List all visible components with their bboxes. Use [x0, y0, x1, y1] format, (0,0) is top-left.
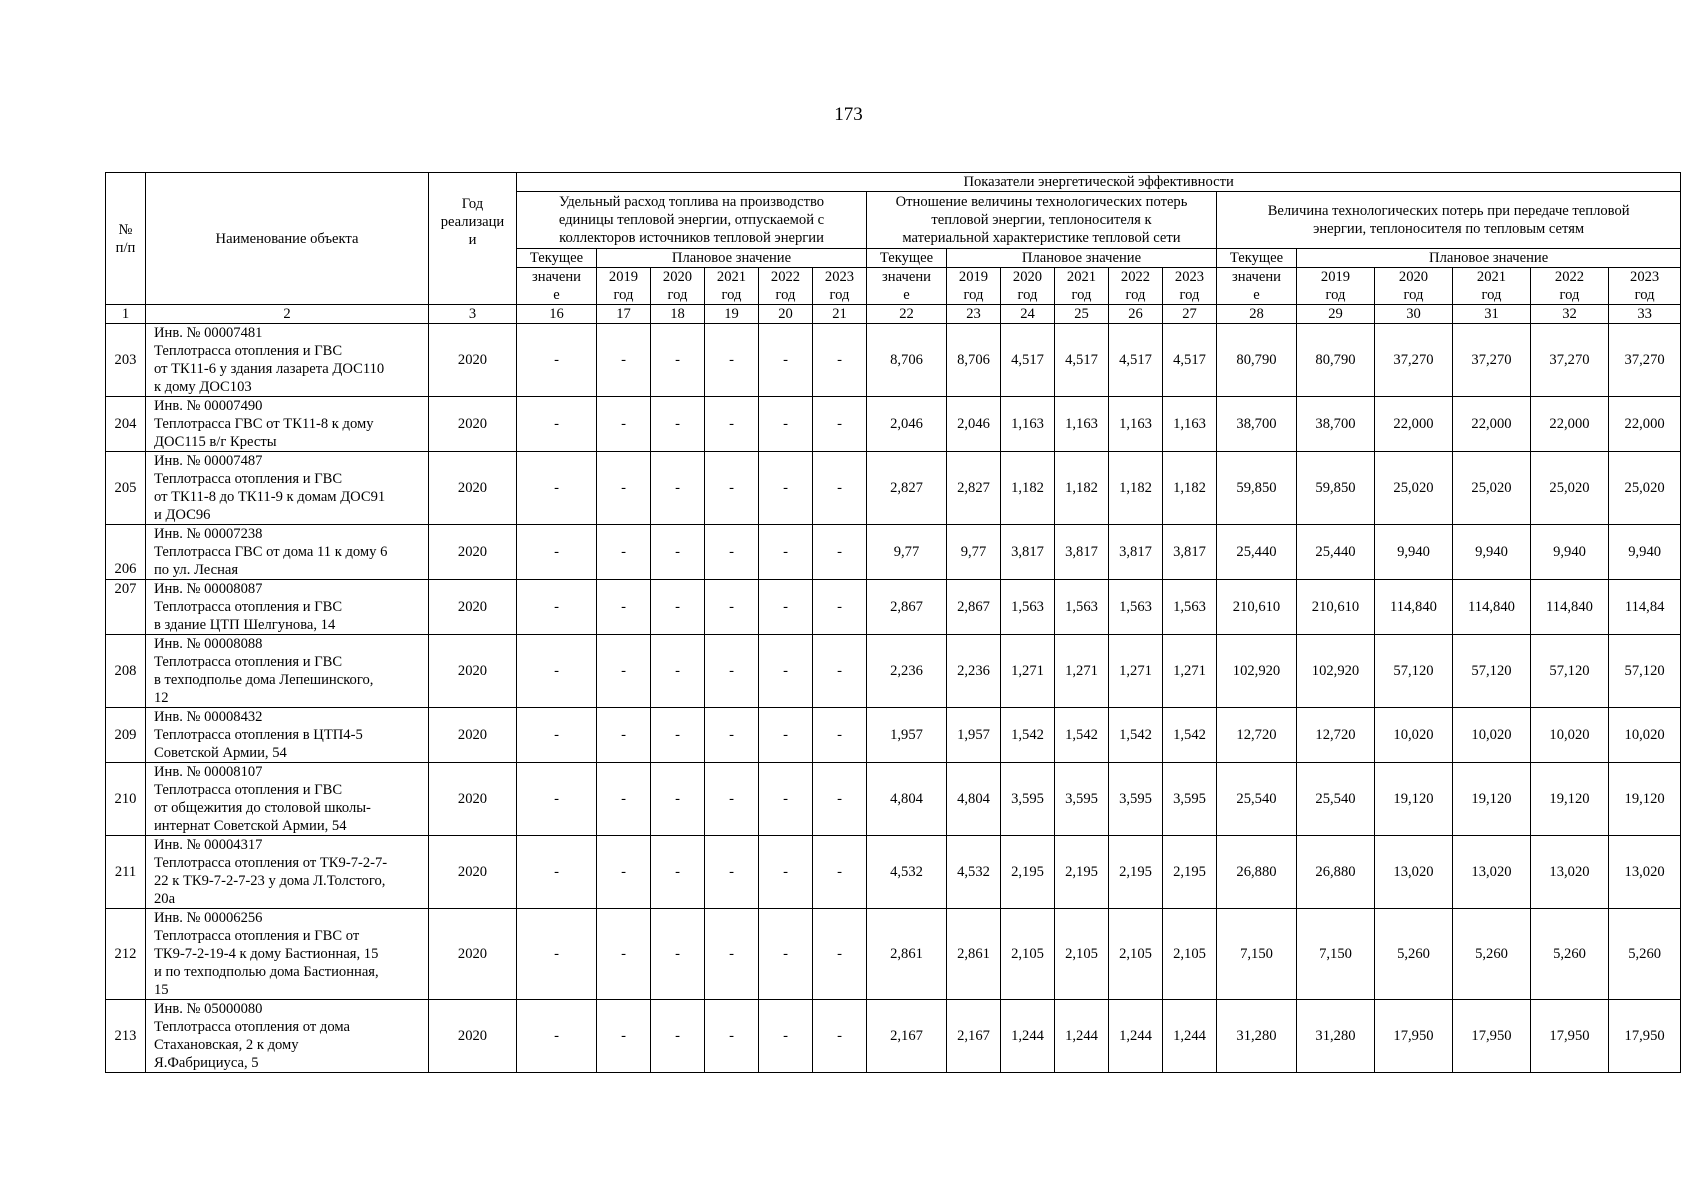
loss-value-cell: 7,150	[1217, 909, 1297, 1000]
loss-ratio-cell: 4,517	[1055, 324, 1109, 397]
loss-value-cell: 5,260	[1453, 909, 1531, 1000]
realization-year: 2020	[429, 525, 517, 580]
loss-ratio-cell: 2,195	[1055, 836, 1109, 909]
fuel-rate-cell: -	[651, 635, 705, 708]
loss-ratio-cell: 2,827	[867, 452, 947, 525]
loss-value-cell: 9,940	[1531, 525, 1609, 580]
loss-ratio-cell: 2,105	[1055, 909, 1109, 1000]
loss-value-cell: 5,260	[1531, 909, 1609, 1000]
table-row	[106, 836, 1681, 909]
realization-year: 2020	[429, 708, 517, 763]
loss-ratio-cell: 3,817	[1001, 525, 1055, 580]
realization-year: 2020	[429, 836, 517, 909]
loss-ratio-cell: 2,046	[947, 397, 1001, 452]
header-year-2020: 2020 год	[651, 268, 705, 305]
loss-ratio-cell: 2,046	[867, 397, 947, 452]
loss-value-cell: 37,270	[1375, 324, 1453, 397]
loss-ratio-cell: 1,163	[1055, 397, 1109, 452]
loss-ratio-cell: 1,563	[1109, 580, 1163, 635]
header-current-1: Текущее	[517, 249, 597, 268]
loss-value-cell: 13,020	[1453, 836, 1531, 909]
fuel-rate-cell: -	[517, 397, 597, 452]
loss-value-cell: 5,260	[1375, 909, 1453, 1000]
header-loss-value: Величина технологических потерь при передаче тепловой энергии, теплоносителя по тепловым сетям	[1217, 192, 1681, 249]
fuel-rate-cell: -	[759, 580, 813, 635]
fuel-rate-cell: -	[597, 763, 651, 836]
header-year-2019: 2019 год	[597, 268, 651, 305]
header-planned-3: Плановое значение	[1297, 249, 1681, 268]
loss-value-cell: 37,270	[1453, 324, 1531, 397]
loss-ratio-cell: 1,542	[1109, 708, 1163, 763]
loss-ratio-cell: 1,182	[1163, 452, 1217, 525]
fuel-rate-cell: -	[759, 397, 813, 452]
fuel-rate-cell: -	[705, 397, 759, 452]
header-year-2021: 2021 год	[1453, 268, 1531, 305]
object-name: Инв. № 00004317 Теплотрасса отопления от ТК9-7-2-7- 22 к ТК9-7-2-7-23 у дома Л.Толстого, 20а	[146, 836, 429, 909]
fuel-rate-cell: -	[759, 836, 813, 909]
loss-ratio-cell: 9,77	[947, 525, 1001, 580]
loss-ratio-cell: 8,706	[867, 324, 947, 397]
fuel-rate-cell: -	[705, 909, 759, 1000]
loss-ratio-cell: 1,244	[1055, 1000, 1109, 1073]
loss-ratio-cell: 2,195	[1001, 836, 1055, 909]
header-planned-1: Плановое значение	[597, 249, 867, 268]
loss-ratio-cell: 1,563	[1001, 580, 1055, 635]
loss-ratio-cell: 1,244	[1163, 1000, 1217, 1073]
loss-value-cell: 57,120	[1609, 635, 1681, 708]
fuel-rate-cell: -	[517, 1000, 597, 1073]
loss-value-cell: 25,440	[1217, 525, 1297, 580]
fuel-rate-cell: -	[597, 836, 651, 909]
fuel-rate-cell: -	[813, 525, 867, 580]
header-year-2023: 2023 год	[1609, 268, 1681, 305]
header-planned-2: Плановое значение	[947, 249, 1217, 268]
loss-value-cell: 210,610	[1297, 580, 1375, 635]
realization-year: 2020	[429, 452, 517, 525]
column-index: 32	[1531, 305, 1609, 324]
loss-ratio-cell: 8,706	[947, 324, 1001, 397]
loss-value-cell: 5,260	[1609, 909, 1681, 1000]
loss-ratio-cell: 1,542	[1163, 708, 1217, 763]
loss-ratio-cell: 4,517	[1163, 324, 1217, 397]
loss-ratio-cell: 1,244	[1109, 1000, 1163, 1073]
loss-value-cell: 38,700	[1217, 397, 1297, 452]
loss-value-cell: 114,840	[1531, 580, 1609, 635]
loss-ratio-cell: 1,163	[1163, 397, 1217, 452]
loss-value-cell: 31,280	[1217, 1000, 1297, 1073]
fuel-rate-cell: -	[517, 763, 597, 836]
fuel-rate-cell: -	[517, 525, 597, 580]
table-row	[106, 397, 1681, 452]
column-index: 27	[1163, 305, 1217, 324]
loss-value-cell: 9,940	[1375, 525, 1453, 580]
fuel-rate-cell: -	[597, 580, 651, 635]
header-current-2: Текущее	[867, 249, 947, 268]
header-year-2022: 2022 год	[759, 268, 813, 305]
loss-value-cell: 22,000	[1375, 397, 1453, 452]
table-row	[106, 635, 1681, 708]
fuel-rate-cell: -	[705, 635, 759, 708]
table-row	[106, 525, 1681, 580]
loss-ratio-cell: 1,957	[867, 708, 947, 763]
column-index: 26	[1109, 305, 1163, 324]
fuel-rate-cell: -	[705, 763, 759, 836]
loss-ratio-cell: 1,182	[1109, 452, 1163, 525]
loss-value-cell: 17,950	[1453, 1000, 1531, 1073]
fuel-rate-cell: -	[705, 324, 759, 397]
column-index: 33	[1609, 305, 1681, 324]
loss-value-cell: 25,020	[1375, 452, 1453, 525]
loss-value-cell: 114,84	[1609, 580, 1681, 635]
header-fuel-rate: Удельный расход топлива на производство единицы тепловой энергии, отпускаемой с коллекторов источников тепловой энергии	[517, 192, 867, 249]
loss-value-cell: 57,120	[1453, 635, 1531, 708]
realization-year: 2020	[429, 1000, 517, 1073]
realization-year: 2020	[429, 397, 517, 452]
page-number: 173	[834, 104, 863, 125]
object-name: Инв. № 00007490 Теплотрасса ГВС от ТК11-8 к дому ДОС115 в/г Кресты	[146, 397, 429, 452]
loss-value-cell: 17,950	[1609, 1000, 1681, 1073]
row-number: 205	[106, 452, 146, 525]
header-year-2022: 2022 год	[1109, 268, 1163, 305]
realization-year: 2020	[429, 909, 517, 1000]
column-index-row	[106, 305, 1681, 324]
header-year-2020: 2020 год	[1001, 268, 1055, 305]
header-year-2021: 2021 год	[1055, 268, 1109, 305]
fuel-rate-cell: -	[651, 397, 705, 452]
header-year-2019: 2019 год	[947, 268, 1001, 305]
table-row	[106, 1000, 1681, 1073]
loss-value-cell: 210,610	[1217, 580, 1297, 635]
loss-ratio-cell: 1,163	[1001, 397, 1055, 452]
loss-ratio-cell: 3,817	[1055, 525, 1109, 580]
loss-value-cell: 57,120	[1531, 635, 1609, 708]
loss-ratio-cell: 2,236	[867, 635, 947, 708]
row-number: 211	[106, 836, 146, 909]
loss-value-cell: 22,000	[1453, 397, 1531, 452]
row-number: 212	[106, 909, 146, 1000]
fuel-rate-cell: -	[813, 1000, 867, 1073]
table-row	[106, 324, 1681, 397]
loss-ratio-cell: 1,163	[1109, 397, 1163, 452]
loss-ratio-cell: 1,182	[1055, 452, 1109, 525]
fuel-rate-cell: -	[813, 909, 867, 1000]
loss-value-cell: 80,790	[1217, 324, 1297, 397]
loss-ratio-cell: 1,244	[1001, 1000, 1055, 1073]
loss-value-cell: 25,540	[1297, 763, 1375, 836]
column-index: 23	[947, 305, 1001, 324]
fuel-rate-cell: -	[651, 1000, 705, 1073]
fuel-rate-cell: -	[651, 763, 705, 836]
loss-value-cell: 22,000	[1609, 397, 1681, 452]
loss-value-cell: 80,790	[1297, 324, 1375, 397]
fuel-rate-cell: -	[597, 708, 651, 763]
loss-value-cell: 10,020	[1531, 708, 1609, 763]
loss-ratio-cell: 3,817	[1163, 525, 1217, 580]
object-name: Инв. № 00008088 Теплотрасса отопления и ГВС в техподполье дома Лепешинского, 12	[146, 635, 429, 708]
loss-ratio-cell: 2,105	[1109, 909, 1163, 1000]
fuel-rate-cell: -	[517, 836, 597, 909]
loss-ratio-cell: 1,271	[1055, 635, 1109, 708]
fuel-rate-cell: -	[813, 324, 867, 397]
loss-value-cell: 9,940	[1609, 525, 1681, 580]
column-index: 20	[759, 305, 813, 324]
column-index: 2	[146, 305, 429, 324]
fuel-rate-cell: -	[759, 525, 813, 580]
loss-value-cell: 12,720	[1297, 708, 1375, 763]
loss-value-cell: 10,020	[1609, 708, 1681, 763]
loss-value-cell: 25,020	[1609, 452, 1681, 525]
row-number: 203	[106, 324, 146, 397]
loss-ratio-cell: 4,517	[1109, 324, 1163, 397]
table-row	[106, 708, 1681, 763]
loss-ratio-cell: 4,804	[867, 763, 947, 836]
fuel-rate-cell: -	[651, 909, 705, 1000]
fuel-rate-cell: -	[517, 909, 597, 1000]
loss-ratio-cell: 2,867	[867, 580, 947, 635]
loss-ratio-cell: 1,957	[947, 708, 1001, 763]
table-row	[106, 580, 1681, 635]
loss-ratio-cell: 2,861	[867, 909, 947, 1000]
loss-ratio-cell: 1,542	[1001, 708, 1055, 763]
object-name: Инв. № 00006256 Теплотрасса отопления и ГВС от ТК9-7-2-19-4 к дому Бастионная, 15 и по техподполью дома Бастионная, 15	[146, 909, 429, 1000]
loss-ratio-cell: 2,167	[867, 1000, 947, 1073]
table-row	[106, 763, 1681, 836]
loss-ratio-cell: 1,563	[1055, 580, 1109, 635]
header-num: № п/п	[106, 173, 146, 305]
loss-ratio-cell: 3,595	[1109, 763, 1163, 836]
loss-ratio-cell: 4,517	[1001, 324, 1055, 397]
fuel-rate-cell: -	[705, 452, 759, 525]
loss-ratio-cell: 2,861	[947, 909, 1001, 1000]
loss-ratio-cell: 1,271	[1163, 635, 1217, 708]
header-year-2023: 2023 год	[1163, 268, 1217, 305]
header-year-2022: 2022 год	[1531, 268, 1609, 305]
fuel-rate-cell: -	[759, 708, 813, 763]
loss-ratio-cell: 1,542	[1055, 708, 1109, 763]
object-name: Инв. № 05000080 Теплотрасса отопления от дома Стахановская, 2 к дому Я.Фабрициуса, 5	[146, 1000, 429, 1073]
header-current-cont-2: значени е	[867, 268, 947, 305]
loss-value-cell: 13,020	[1375, 836, 1453, 909]
fuel-rate-cell: -	[813, 708, 867, 763]
loss-value-cell: 26,880	[1217, 836, 1297, 909]
realization-year: 2020	[429, 635, 517, 708]
loss-value-cell: 38,700	[1297, 397, 1375, 452]
loss-ratio-cell: 4,532	[947, 836, 1001, 909]
table-row	[106, 452, 1681, 525]
fuel-rate-cell: -	[517, 580, 597, 635]
loss-value-cell: 37,270	[1531, 324, 1609, 397]
column-index: 22	[867, 305, 947, 324]
object-name: Инв. № 00008087 Теплотрасса отопления и ГВС в здание ЦТП Шелгунова, 14	[146, 580, 429, 635]
fuel-rate-cell: -	[759, 1000, 813, 1073]
column-index: 3	[429, 305, 517, 324]
loss-ratio-cell: 2,236	[947, 635, 1001, 708]
fuel-rate-cell: -	[813, 763, 867, 836]
object-name: Инв. № 00007481 Теплотрасса отопления и ГВС от ТК11-6 у здания лазарета ДОС110 к дому ДОС103	[146, 324, 429, 397]
fuel-rate-cell: -	[517, 708, 597, 763]
fuel-rate-cell: -	[597, 397, 651, 452]
column-index: 1	[106, 305, 146, 324]
loss-ratio-cell: 3,595	[1055, 763, 1109, 836]
loss-value-cell: 9,940	[1453, 525, 1531, 580]
loss-ratio-cell: 1,563	[1163, 580, 1217, 635]
fuel-rate-cell: -	[813, 397, 867, 452]
fuel-rate-cell: -	[517, 452, 597, 525]
loss-value-cell: 17,950	[1531, 1000, 1609, 1073]
row-number: 207	[106, 580, 146, 635]
loss-ratio-cell: 1,271	[1109, 635, 1163, 708]
fuel-rate-cell: -	[705, 836, 759, 909]
loss-ratio-cell: 3,817	[1109, 525, 1163, 580]
fuel-rate-cell: -	[651, 324, 705, 397]
column-index: 17	[597, 305, 651, 324]
loss-value-cell: 19,120	[1375, 763, 1453, 836]
loss-value-cell: 19,120	[1531, 763, 1609, 836]
loss-value-cell: 10,020	[1453, 708, 1531, 763]
loss-value-cell: 10,020	[1375, 708, 1453, 763]
column-index: 16	[517, 305, 597, 324]
object-name: Инв. № 00007238 Теплотрасса ГВС от дома 11 к дому 6 по ул. Лесная	[146, 525, 429, 580]
fuel-rate-cell: -	[759, 763, 813, 836]
loss-ratio-cell: 2,867	[947, 580, 1001, 635]
column-index: 25	[1055, 305, 1109, 324]
column-index: 28	[1217, 305, 1297, 324]
loss-value-cell: 57,120	[1375, 635, 1453, 708]
header-year-2019: 2019 год	[1297, 268, 1375, 305]
fuel-rate-cell: -	[597, 525, 651, 580]
realization-year: 2020	[429, 580, 517, 635]
row-number: 210	[106, 763, 146, 836]
loss-ratio-cell: 4,532	[867, 836, 947, 909]
header-group-title: Показатели энергетической эффективности	[517, 173, 1681, 192]
loss-value-cell: 59,850	[1297, 452, 1375, 525]
row-number: 208	[106, 635, 146, 708]
loss-ratio-cell: 9,77	[867, 525, 947, 580]
column-index: 18	[651, 305, 705, 324]
fuel-rate-cell: -	[651, 580, 705, 635]
loss-value-cell: 102,920	[1217, 635, 1297, 708]
loss-ratio-cell: 2,105	[1163, 909, 1217, 1000]
fuel-rate-cell: -	[597, 1000, 651, 1073]
loss-value-cell: 19,120	[1453, 763, 1531, 836]
column-index: 31	[1453, 305, 1531, 324]
fuel-rate-cell: -	[759, 324, 813, 397]
column-index: 30	[1375, 305, 1453, 324]
column-index: 24	[1001, 305, 1055, 324]
loss-ratio-cell: 3,595	[1163, 763, 1217, 836]
header-current-cont-3: значени е	[1217, 268, 1297, 305]
loss-ratio-cell: 2,195	[1163, 836, 1217, 909]
fuel-rate-cell: -	[517, 635, 597, 708]
fuel-rate-cell: -	[597, 324, 651, 397]
header-name: Наименование объекта	[146, 173, 429, 305]
header-year-2020: 2020 год	[1375, 268, 1453, 305]
fuel-rate-cell: -	[597, 909, 651, 1000]
fuel-rate-cell: -	[651, 525, 705, 580]
loss-value-cell: 7,150	[1297, 909, 1375, 1000]
object-name: Инв. № 00007487 Теплотрасса отопления и ГВС от ТК11-8 до ТК11-9 к домам ДОС91 и ДОС96	[146, 452, 429, 525]
loss-value-cell: 13,020	[1531, 836, 1609, 909]
fuel-rate-cell: -	[813, 580, 867, 635]
loss-value-cell: 59,850	[1217, 452, 1297, 525]
column-index: 19	[705, 305, 759, 324]
fuel-rate-cell: -	[705, 525, 759, 580]
header-current-cont-1: значени е	[517, 268, 597, 305]
header-year: Год реализаци и	[429, 173, 517, 305]
loss-ratio-cell: 3,595	[1001, 763, 1055, 836]
loss-value-cell: 12,720	[1217, 708, 1297, 763]
loss-value-cell: 114,840	[1453, 580, 1531, 635]
fuel-rate-cell: -	[705, 580, 759, 635]
energy-efficiency-table	[105, 172, 1681, 1073]
loss-value-cell: 114,840	[1375, 580, 1453, 635]
object-name: Инв. № 00008107 Теплотрасса отопления и ГВС от общежития до столовой школы- интернат Советской Армии, 54	[146, 763, 429, 836]
loss-ratio-cell: 1,271	[1001, 635, 1055, 708]
loss-value-cell: 22,000	[1531, 397, 1609, 452]
column-index: 21	[813, 305, 867, 324]
realization-year: 2020	[429, 763, 517, 836]
fuel-rate-cell: -	[705, 708, 759, 763]
loss-value-cell: 31,280	[1297, 1000, 1375, 1073]
loss-ratio-cell: 2,195	[1109, 836, 1163, 909]
fuel-rate-cell: -	[517, 324, 597, 397]
loss-value-cell: 25,020	[1453, 452, 1531, 525]
table-row	[106, 909, 1681, 1000]
loss-ratio-cell: 4,804	[947, 763, 1001, 836]
header-year-2021: 2021 год	[705, 268, 759, 305]
header-year-2023: 2023 год	[813, 268, 867, 305]
fuel-rate-cell: -	[759, 635, 813, 708]
loss-value-cell: 13,020	[1609, 836, 1681, 909]
realization-year: 2020	[429, 324, 517, 397]
loss-value-cell: 102,920	[1297, 635, 1375, 708]
fuel-rate-cell: -	[651, 836, 705, 909]
fuel-rate-cell: -	[813, 452, 867, 525]
loss-ratio-cell: 2,105	[1001, 909, 1055, 1000]
fuel-rate-cell: -	[759, 909, 813, 1000]
row-number: 204	[106, 397, 146, 452]
fuel-rate-cell: -	[597, 635, 651, 708]
fuel-rate-cell: -	[813, 635, 867, 708]
fuel-rate-cell: -	[759, 452, 813, 525]
fuel-rate-cell: -	[597, 452, 651, 525]
fuel-rate-cell: -	[705, 1000, 759, 1073]
fuel-rate-cell: -	[651, 708, 705, 763]
row-number: 209	[106, 708, 146, 763]
loss-value-cell: 26,880	[1297, 836, 1375, 909]
loss-value-cell: 19,120	[1609, 763, 1681, 836]
loss-value-cell: 37,270	[1609, 324, 1681, 397]
object-name: Инв. № 00008432 Теплотрасса отопления в ЦТП4-5 Советской Армии, 54	[146, 708, 429, 763]
loss-value-cell: 17,950	[1375, 1000, 1453, 1073]
fuel-rate-cell: -	[651, 452, 705, 525]
loss-value-cell: 25,020	[1531, 452, 1609, 525]
loss-ratio-cell: 1,182	[1001, 452, 1055, 525]
loss-value-cell: 25,540	[1217, 763, 1297, 836]
fuel-rate-cell: -	[813, 836, 867, 909]
header-current-3: Текущее	[1217, 249, 1297, 268]
row-number: 213	[106, 1000, 146, 1073]
header-loss-ratio: Отношение величины технологических потерь тепловой энергии, теплоносителя к материальной характеристике тепловой сети	[867, 192, 1217, 249]
row-number: 206	[106, 525, 146, 580]
loss-ratio-cell: 2,167	[947, 1000, 1001, 1073]
column-index: 29	[1297, 305, 1375, 324]
loss-ratio-cell: 2,827	[947, 452, 1001, 525]
loss-value-cell: 25,440	[1297, 525, 1375, 580]
